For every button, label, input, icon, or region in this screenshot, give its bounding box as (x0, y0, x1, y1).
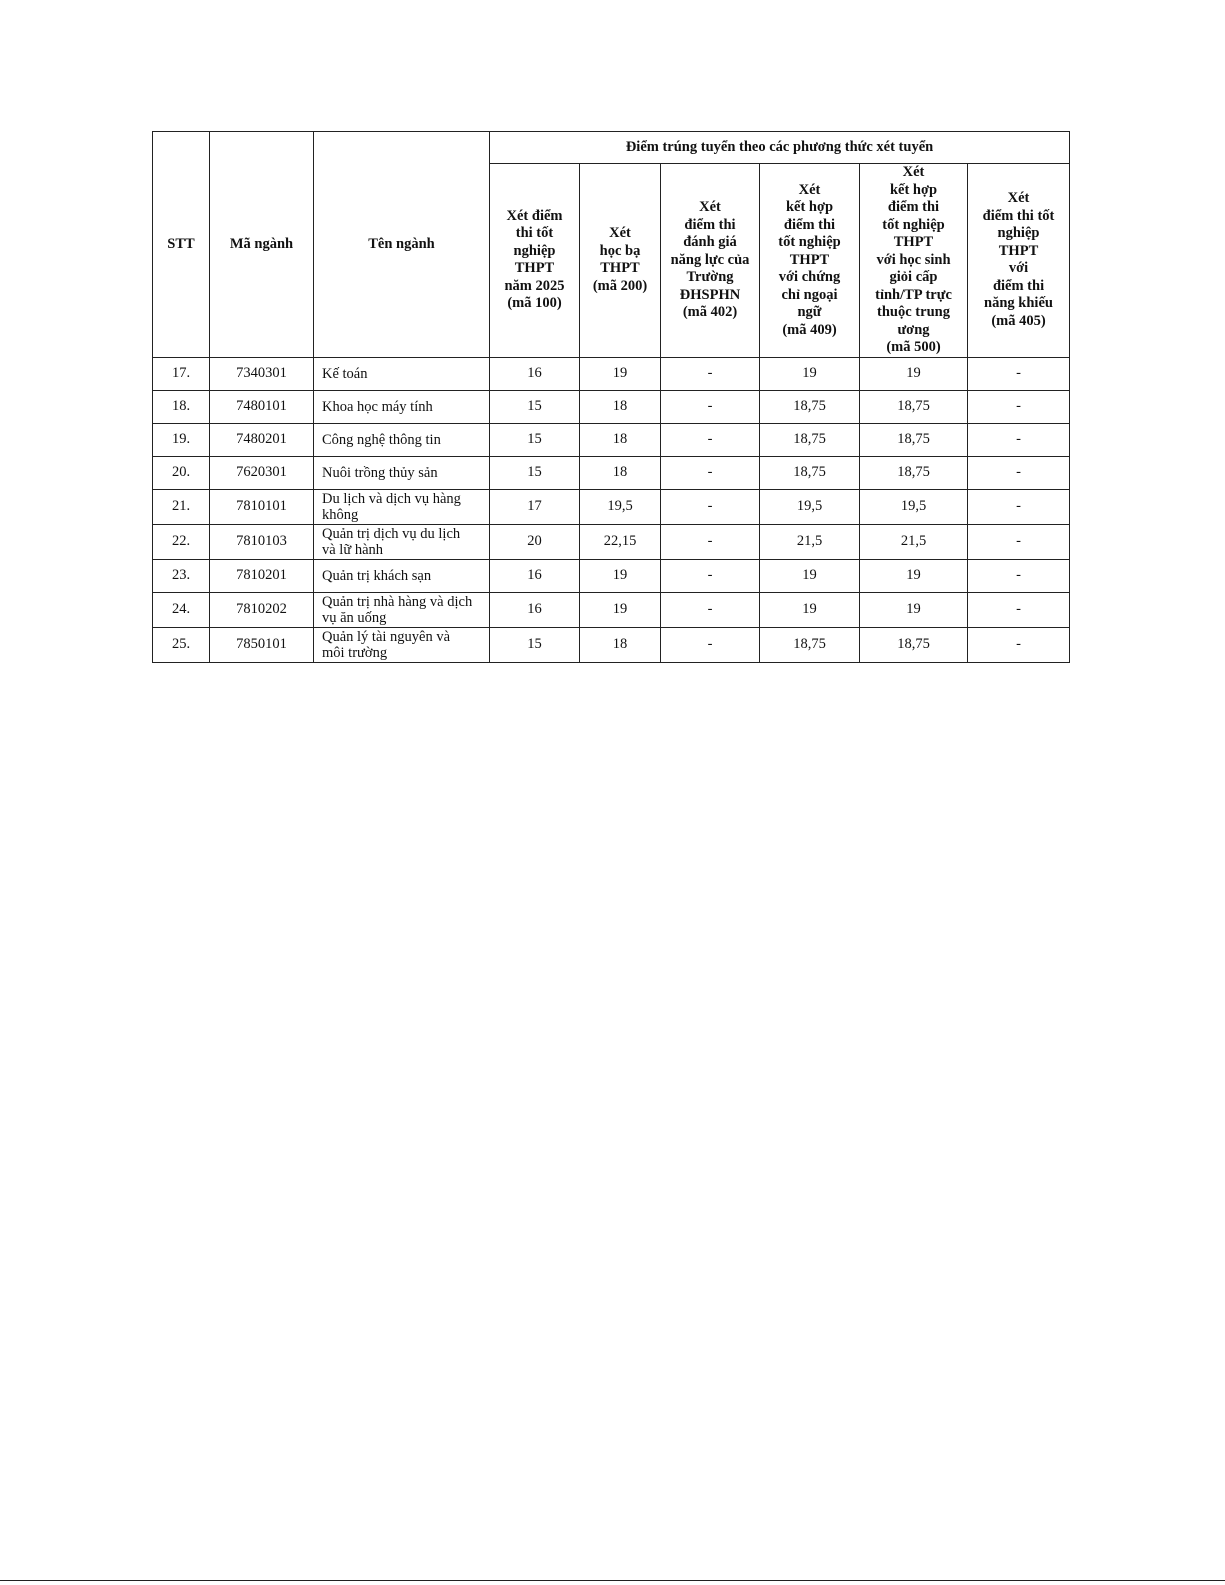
header-line: chỉ ngoại (781, 286, 838, 303)
header-line: học bạ (599, 242, 641, 259)
cell-score-405: - (968, 423, 1070, 456)
header-line: thuộc trung (877, 304, 950, 320)
cell-score-200: 19 (580, 357, 661, 390)
header-line: tốt nghiệp (778, 234, 841, 250)
header-line: ương (897, 321, 930, 338)
cell-score-500: 18,75 (860, 423, 968, 456)
cell-stt: 21. (153, 489, 210, 524)
header-line: Xét điểm (506, 207, 563, 224)
cell-ma-nganh: 7340301 (210, 357, 314, 390)
header-line: (mã 200) (592, 277, 648, 294)
cell-score-409: 21,5 (760, 524, 860, 559)
table-row (153, 524, 1070, 559)
header-method-405 (968, 164, 1070, 358)
page-bottom-rule (0, 1580, 1225, 1581)
header-ma-nganh: Mã ngành (210, 132, 314, 358)
ten-nganh-line: và lữ hành (322, 541, 384, 558)
header-line: (mã 500) (886, 339, 941, 355)
cell-score-409: 18,75 (760, 423, 860, 456)
cell-ten-nganh (314, 489, 490, 524)
header-line: năng khiếu (984, 295, 1053, 312)
cell-score-402: - (661, 489, 760, 524)
cell-score-409: 19 (760, 559, 860, 592)
cell-score-100: 16 (490, 357, 580, 390)
cell-score-200: 18 (580, 423, 661, 456)
cell-score-100: 20 (490, 524, 580, 559)
header-line: (mã 409) (782, 321, 837, 338)
cell-ma-nganh: 7810103 (210, 524, 314, 559)
header-method-402 (661, 164, 760, 358)
cell-score-500: 19 (860, 559, 968, 592)
table-row (153, 390, 1070, 423)
ten-nganh-line: Quản trị nhà hàng và dịch (322, 593, 473, 610)
cell-ten-nganh (314, 456, 490, 489)
header-line: THPT (789, 251, 830, 268)
cell-score-500: 18,75 (860, 390, 968, 423)
cell-score-200: 19 (580, 559, 661, 592)
cell-ten-nganh (314, 559, 490, 592)
cell-score-405: - (968, 390, 1070, 423)
header-line: với chứng (778, 269, 841, 285)
header-line: với (1008, 260, 1029, 277)
header-line: nghiệp (513, 242, 556, 259)
cell-score-100: 15 (490, 390, 580, 423)
ten-nganh-line: Khoa học máy tính (322, 398, 433, 415)
cell-score-500: 18,75 (860, 627, 968, 662)
cell-ten-nganh (314, 390, 490, 423)
cell-score-409: 19 (760, 357, 860, 390)
cell-score-409: 18,75 (760, 627, 860, 662)
header-line: Xét (699, 199, 721, 215)
header-line: nghiệp (997, 225, 1040, 242)
ten-nganh-line: Du lịch và dịch vụ hàng (322, 490, 461, 507)
cell-score-200: 22,15 (580, 524, 661, 559)
ten-nganh-line: không (322, 506, 359, 523)
cell-score-409: 19 (760, 592, 860, 627)
cell-score-405: - (968, 627, 1070, 662)
cell-score-200: 18 (580, 627, 661, 662)
header-line: kết hợp (785, 199, 834, 215)
header-line: kết hợp (889, 181, 938, 198)
header-line: (mã 402) (682, 304, 738, 320)
cell-stt: 17. (153, 357, 210, 390)
cell-score-500: 18,75 (860, 456, 968, 489)
cell-score-402: - (661, 524, 760, 559)
cell-stt: 20. (153, 456, 210, 489)
cell-score-100: 15 (490, 627, 580, 662)
header-ten-nganh: Tên ngành (314, 132, 490, 358)
cell-score-402: - (661, 627, 760, 662)
header-line: điểm thi (992, 277, 1045, 294)
header-line: (mã 405) (991, 312, 1046, 329)
cell-score-500: 19,5 (860, 489, 968, 524)
header-line: Xét (798, 181, 821, 198)
cell-score-100: 15 (490, 423, 580, 456)
admission-score-table (152, 131, 1070, 663)
cell-score-409: 18,75 (760, 390, 860, 423)
cell-score-402: - (661, 592, 760, 627)
ten-nganh-line: Kế toán (322, 365, 368, 382)
cell-score-100: 16 (490, 592, 580, 627)
cell-ten-nganh (314, 524, 490, 559)
ten-nganh-line: Nuôi trồng thủy sản (322, 464, 438, 481)
cell-score-402: - (661, 559, 760, 592)
cell-score-500: 19 (860, 592, 968, 627)
cell-score-200: 19 (580, 592, 661, 627)
header-method-100 (490, 164, 580, 358)
cell-score-405: - (968, 524, 1070, 559)
cell-stt: 24. (153, 592, 210, 627)
cell-ma-nganh: 7810202 (210, 592, 314, 627)
cell-score-100: 15 (490, 456, 580, 489)
cell-ma-nganh: 7480101 (210, 390, 314, 423)
cell-stt: 25. (153, 627, 210, 662)
cell-ma-nganh: 7620301 (210, 456, 314, 489)
cell-score-200: 19,5 (580, 489, 661, 524)
cell-stt: 22. (153, 524, 210, 559)
table-row (153, 456, 1070, 489)
header-line: thi tốt (515, 225, 554, 242)
cell-score-405: - (968, 456, 1070, 489)
table-row (153, 592, 1070, 627)
header-line: Trường (686, 269, 734, 285)
cell-ma-nganh: 7810101 (210, 489, 314, 524)
header-line: THPT (893, 234, 934, 250)
header-line: ĐHSPHN (679, 286, 741, 303)
cell-score-100: 16 (490, 559, 580, 592)
header-line: ngữ (797, 304, 822, 320)
header-line: năng lực của (670, 251, 750, 268)
header-line: năm 2025 (504, 277, 565, 294)
cell-score-402: - (661, 456, 760, 489)
table-row (153, 489, 1070, 524)
ten-nganh-line: vụ ăn uống (322, 609, 387, 626)
cell-score-405: - (968, 592, 1070, 627)
cell-ten-nganh (314, 423, 490, 456)
header-method-409 (760, 164, 860, 358)
ten-nganh-line: Quản trị dịch vụ du lịch (322, 525, 461, 542)
cell-ma-nganh: 7810201 (210, 559, 314, 592)
table-row (153, 627, 1070, 662)
cell-stt: 19. (153, 423, 210, 456)
ten-nganh-line: môi trường (322, 644, 388, 661)
ten-nganh-line: Quản lý tài nguyên và (322, 628, 451, 645)
cell-score-200: 18 (580, 456, 661, 489)
header-line: (mã 100) (507, 295, 562, 312)
header-line: Xét (1007, 190, 1030, 207)
header-line: THPT (514, 260, 555, 277)
cell-score-409: 18,75 (760, 456, 860, 489)
cell-score-409: 19,5 (760, 489, 860, 524)
cell-score-200: 18 (580, 390, 661, 423)
cell-ma-nganh: 7850101 (210, 627, 314, 662)
header-line: tỉnh/TP trực (875, 286, 952, 303)
header-methods-group: Điểm trúng tuyển theo các phương thức xét tuyển (490, 132, 1070, 164)
header-method-200 (580, 164, 661, 358)
header-line: đánh giá (683, 234, 737, 250)
cell-ten-nganh (314, 592, 490, 627)
header-line: tốt nghiệp (882, 216, 945, 233)
cell-ten-nganh (314, 627, 490, 662)
header-line: Xét (902, 164, 925, 180)
cell-score-405: - (968, 357, 1070, 390)
table-row (153, 357, 1070, 390)
header-line: THPT (998, 242, 1039, 259)
cell-stt: 18. (153, 390, 210, 423)
header-line: điểm thi tốt (982, 207, 1055, 224)
cell-score-500: 21,5 (860, 524, 968, 559)
cell-score-402: - (661, 357, 760, 390)
ten-nganh-line: Công nghệ thông tin (322, 431, 441, 448)
table-row (153, 559, 1070, 592)
cell-score-405: - (968, 559, 1070, 592)
ten-nganh-line: Quản trị khách sạn (322, 567, 432, 584)
cell-stt: 23. (153, 559, 210, 592)
cell-score-402: - (661, 390, 760, 423)
cell-ma-nganh: 7480201 (210, 423, 314, 456)
header-line: với học sinh (876, 251, 951, 268)
table-row (153, 423, 1070, 456)
header-line: điểm thi (783, 216, 836, 233)
header-stt: STT (153, 132, 210, 358)
header-method-500 (860, 164, 968, 358)
header-line: THPT (600, 260, 640, 277)
cell-score-402: - (661, 423, 760, 456)
cell-ten-nganh (314, 357, 490, 390)
header-line: Xét (609, 225, 631, 242)
cell-score-405: - (968, 489, 1070, 524)
cell-score-500: 19 (860, 357, 968, 390)
header-line: điểm thi (684, 216, 736, 233)
cell-score-100: 17 (490, 489, 580, 524)
header-line: điểm thi (887, 199, 940, 215)
header-line: giỏi cấp (889, 269, 938, 285)
